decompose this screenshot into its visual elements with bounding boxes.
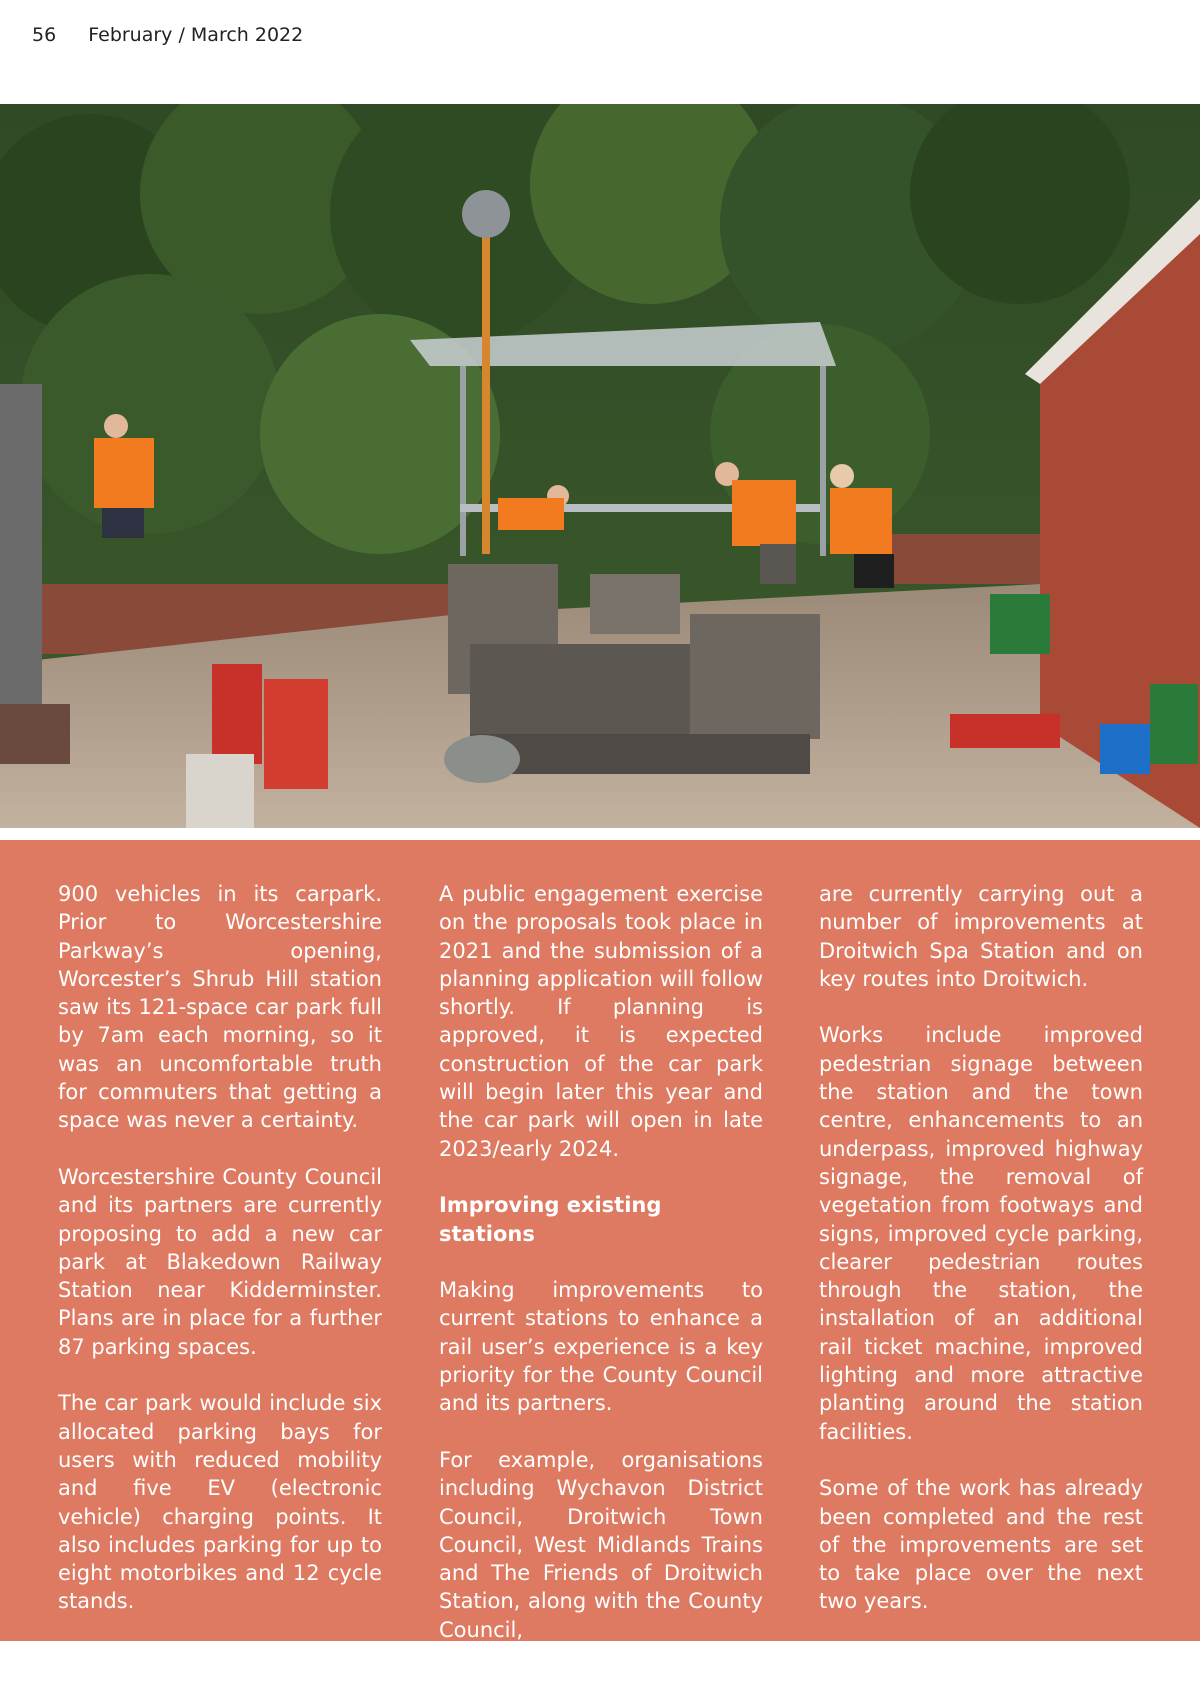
paragraph: A public engagement exercise on the proposals took place in 2021 and the submission of a planning application will follow shortly. If planning is approved, it is expected construction of the car park will begin later this year and the car park will open in late 2023/early 2024. (439, 882, 763, 1161)
station-photo (0, 104, 1200, 828)
section-heading: Improving existing stations (439, 1193, 662, 1246)
paragraph: Making improvements to current stations to enhance a rail user’s experience is a key priority for the County Council and its partners. (439, 1278, 763, 1416)
issue-date: February / March 2022 (88, 24, 304, 46)
page-number: 56 (32, 24, 57, 46)
page-header (32, 24, 303, 46)
paragraph: The car park would include six allocated parking bays for users with reduced mobility and five EV (electronic vehicle) charging points. It also includes parking for up to eight motorbikes and 12 cycle stands. (58, 1391, 382, 1614)
paragraph: Some of the work has already been completed and the rest of the improvements are set to take place over the next two years. (819, 1476, 1143, 1614)
article-column-1 (58, 880, 382, 1644)
paragraph: are currently carrying out a number of improvements at Droitwich Spa Station and on key routes into Droitwich. (819, 882, 1143, 991)
paragraph: Worcestershire County Council and its partners are currently proposing to add a new car park at Blakedown Railway Station near Kidderminster. Plans are in place for a further 87 parking spaces. (58, 1164, 382, 1359)
article-panel (0, 840, 1200, 1641)
article-column-3 (819, 880, 1143, 1644)
paragraph: Works include improved pedestrian signage between the station and the town centre, enhancements to an underpass, improved highway signage, the removal of vegetation from footways and signs, improved cycle parking, clearer pedestrian routes through the station, the installation of an additional rail ticket machine, improved lighting and more attractive planting around the station facilities. (819, 1023, 1143, 1444)
paragraph: 900 vehicles in its carpark. Prior to Worcestershire Parkway’s opening, Worcester’s Shrub Hill station saw its 121-space car park full by 7am each morning, so it was an uncomfortable truth for commuters that getting a space was never a certainty. (58, 882, 382, 1133)
article-column-2 (439, 880, 763, 1672)
paragraph: For example, organisations including Wychavon District Council, Droitwich Town Council, West Midlands Trains and The Friends of Droitwich Station, along with the County Council, (439, 1447, 763, 1642)
